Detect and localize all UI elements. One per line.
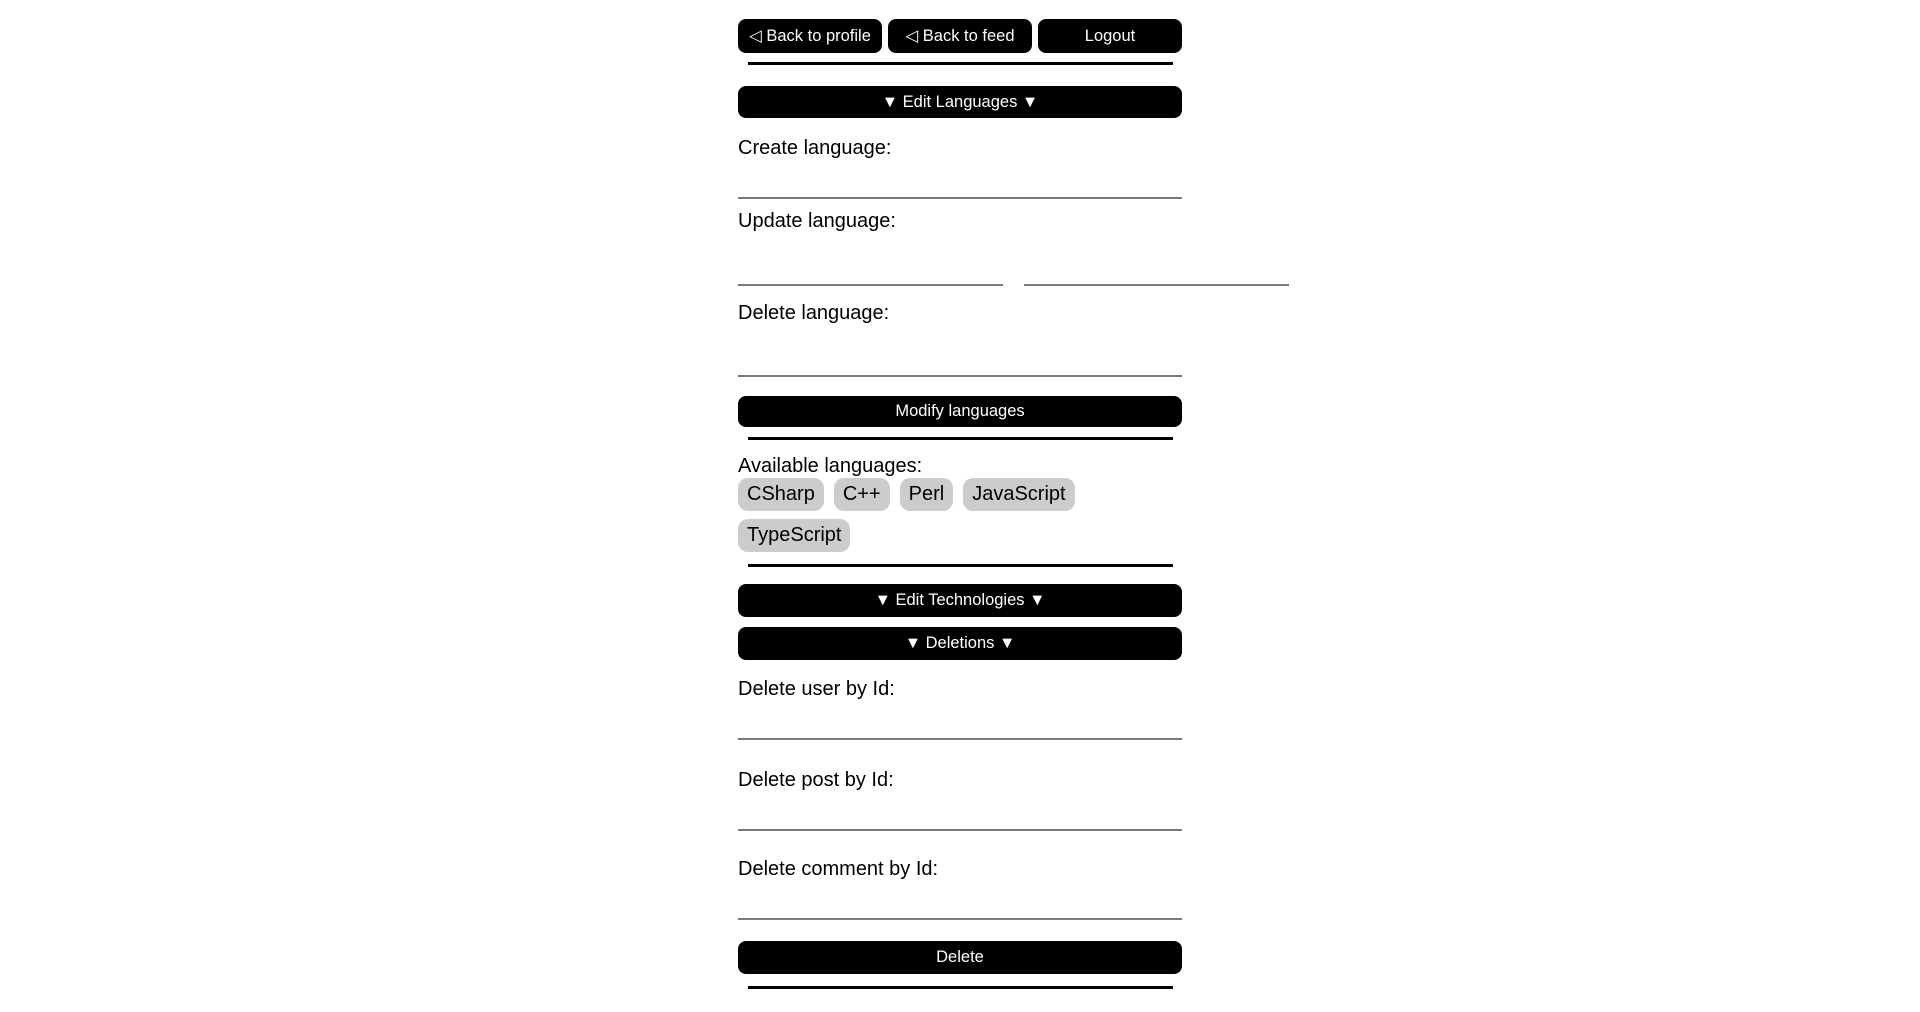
update-language-label: Update language: [738,210,896,232]
modify-languages-button[interactable]: Modify languages [738,396,1182,427]
edit-languages-toggle[interactable]: ▼ Edit Languages ▼ [738,86,1182,118]
language-tag: CSharp [738,478,824,511]
delete-language-label: Delete language: [738,302,890,324]
back-to-feed-button[interactable]: ◁ Back to feed [888,19,1032,53]
edit-technologies-toggle[interactable]: ▼ Edit Technologies ▼ [738,584,1182,617]
update-language-old-input[interactable] [738,246,1003,286]
language-tag: TypeScript [738,519,850,552]
logout-button[interactable]: Logout [1038,19,1182,53]
delete-user-input[interactable] [738,700,1182,740]
language-tag: Perl [900,478,954,511]
divider [748,62,1173,65]
delete-user-label: Delete user by Id: [738,678,895,700]
admin-panel [738,0,1182,989]
divider [748,437,1173,440]
update-language-new-input[interactable] [1024,246,1289,286]
language-tag: C++ [834,478,890,511]
delete-post-label: Delete post by Id: [738,769,894,791]
divider [748,564,1173,567]
delete-language-input[interactable] [738,337,1182,377]
update-language-inputs [738,246,1182,286]
divider [748,986,1173,989]
delete-comment-input[interactable] [738,880,1182,920]
deletions-toggle[interactable]: ▼ Deletions ▼ [738,627,1182,660]
language-tag-list [738,478,1182,552]
delete-comment-label: Delete comment by Id: [738,858,939,880]
top-nav [738,19,1182,53]
language-tag: JavaScript [963,478,1074,511]
create-language-label: Create language: [738,137,892,159]
delete-button[interactable]: Delete [738,941,1182,974]
create-language-input[interactable] [738,159,1182,199]
available-languages-label: Available languages: [738,455,923,477]
delete-post-input[interactable] [738,791,1182,831]
back-to-profile-button[interactable]: ◁ Back to profile [738,19,882,53]
